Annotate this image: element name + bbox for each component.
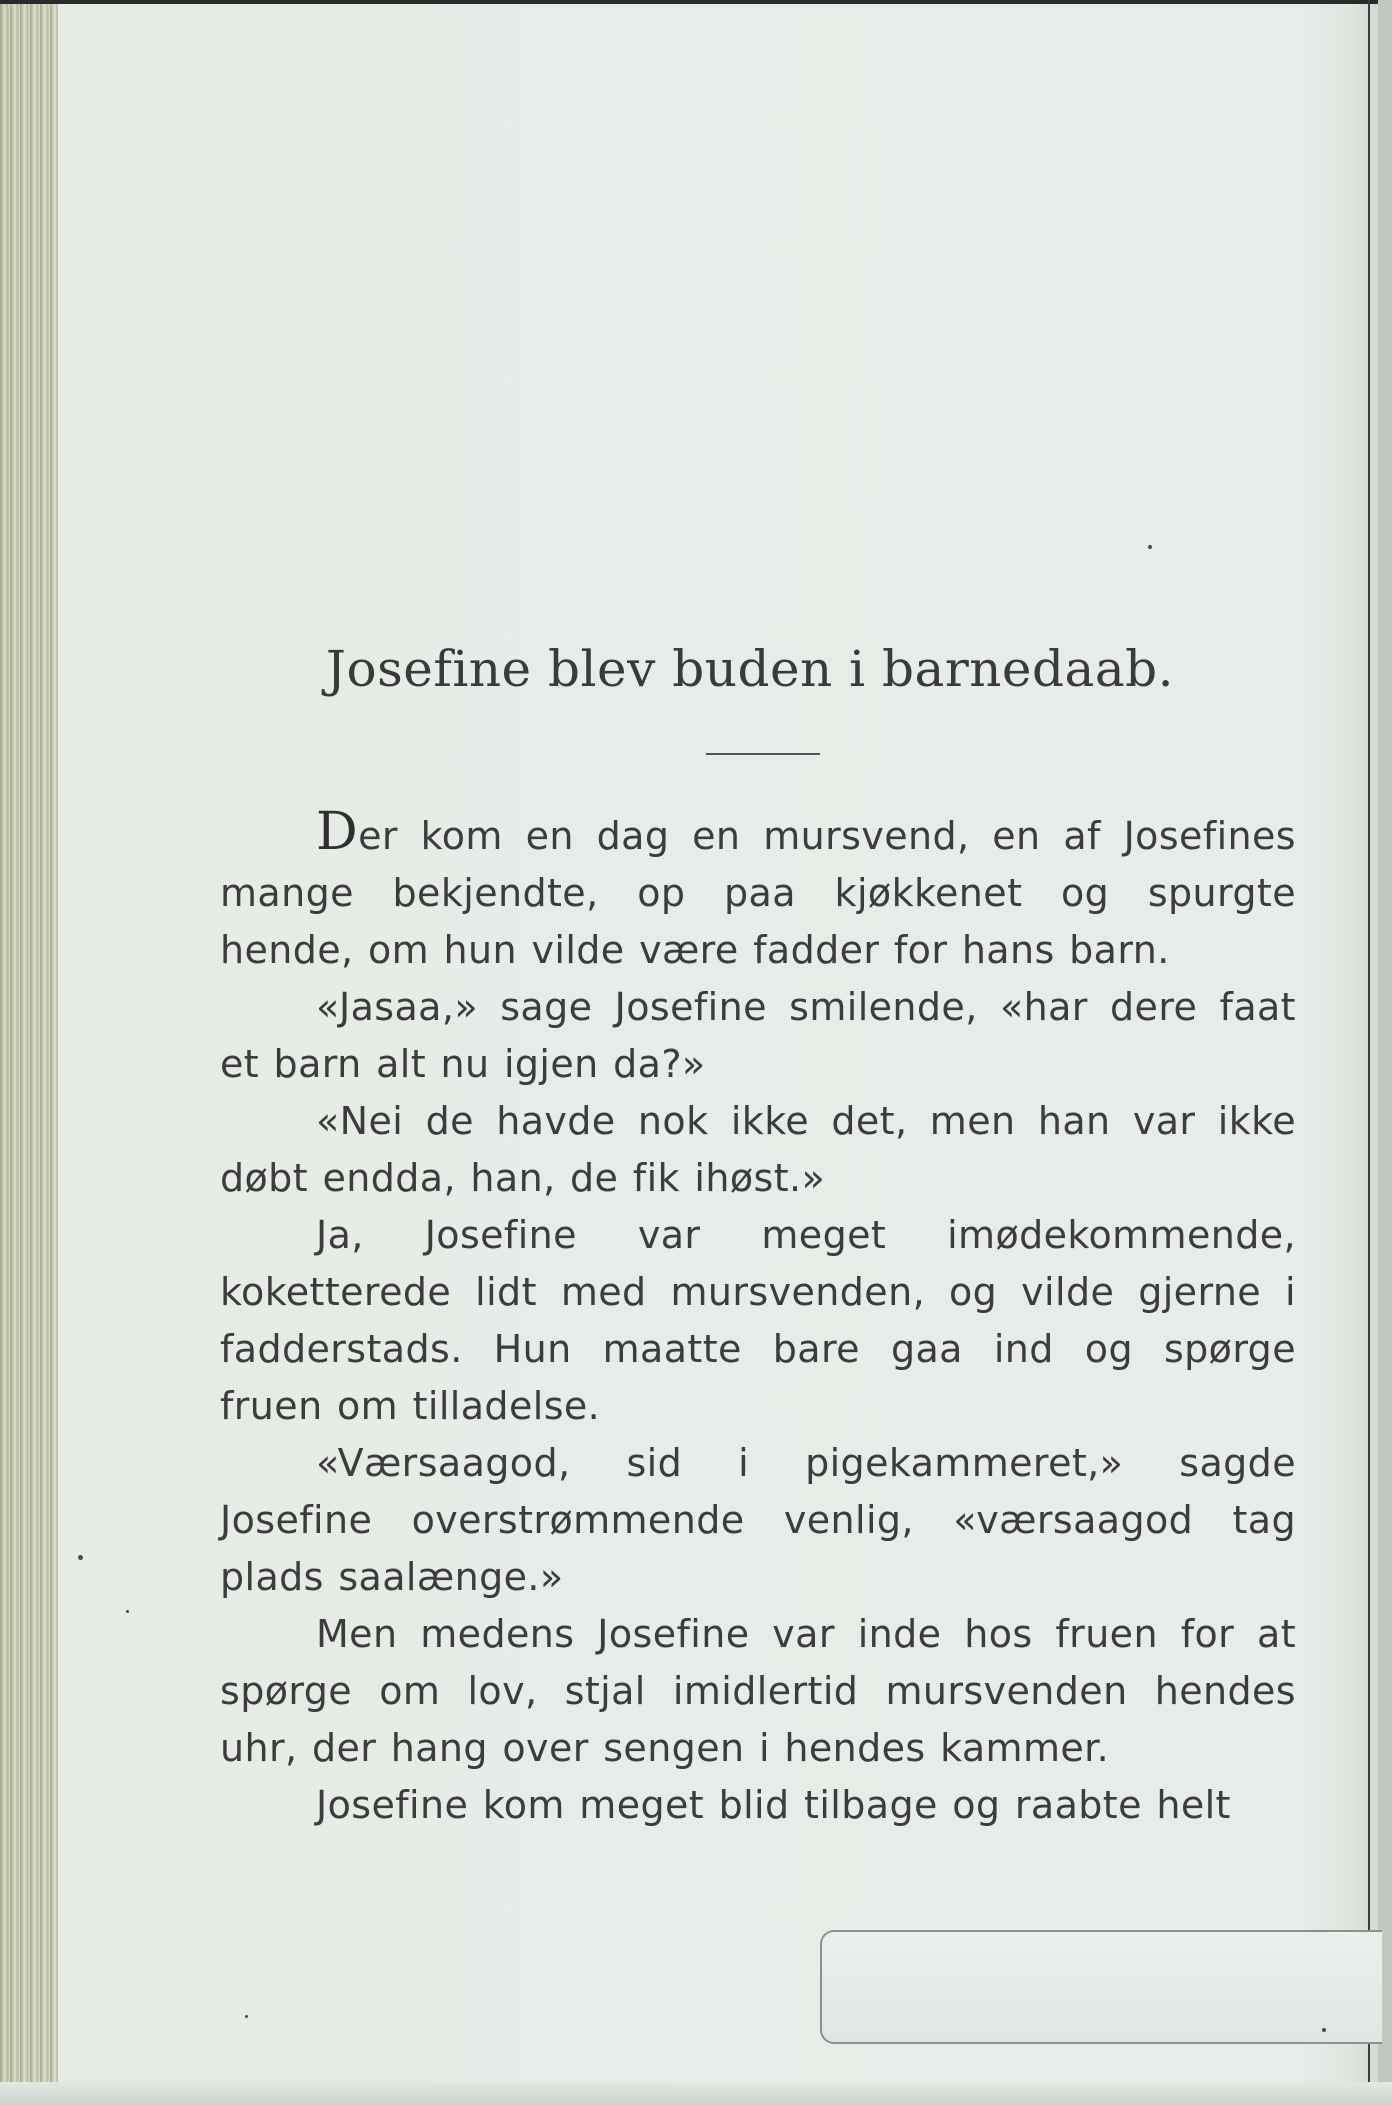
paragraph: Josefine kom meget blid tilbage og raabte helt [316,1783,1231,1827]
paragraph: «Værsaagod, sid i pigekammeret,» sagde Josefine overstrømmende venlig, «værsaagod tag plads saalænge.» [220,1441,1296,1599]
paragraph [220,802,1296,979]
bottom-edge [0,2082,1392,2105]
title-divider [706,753,820,755]
drop-cap: D [316,802,359,862]
paragraph: «Nei de havde nok ikke det, men han var ikke døbt endda, han, de fik ihøst.» [220,1099,1296,1200]
paragraph: Ja, Josefine var meget imødekommende, koketterede lidt med mursvenden, og vilde gjerne i fadderstads. Hun maatte bare gaa ind og spørge fruen om tilladelse. [220,1213,1296,1428]
paragraph: Men medens Josefine var inde hos fruen for at spørge om lov, stjal imidlertid mursvenden hendes uhr, der hang over sengen i hendes kammer. [220,1612,1296,1770]
paper-speck [1322,2028,1326,2032]
paper-speck [245,2015,248,2018]
paper-speck [1148,545,1152,549]
chapter-title: Josefine blev buden i barnedaab. [325,640,1175,698]
paragraph: «Jasaa,» sage Josefine smilende, «har dere faat et barn alt nu igjen da?» [220,985,1296,1086]
top-edge [0,0,1392,4]
body-text [220,802,1296,1834]
paper-speck [126,1610,129,1613]
page-edges [0,0,58,2105]
right-edge [1378,0,1392,2105]
paragraph-text: er kom en dag en mursvend, en af Josefines mange bekjendte, op paa kjøkkenet og spurgte hende, om hun vilde være fadder for hans barn. [220,814,1296,972]
paper-speck [78,1555,83,1560]
library-label-sticker [820,1930,1382,2044]
right-page-border [1368,0,1370,2105]
